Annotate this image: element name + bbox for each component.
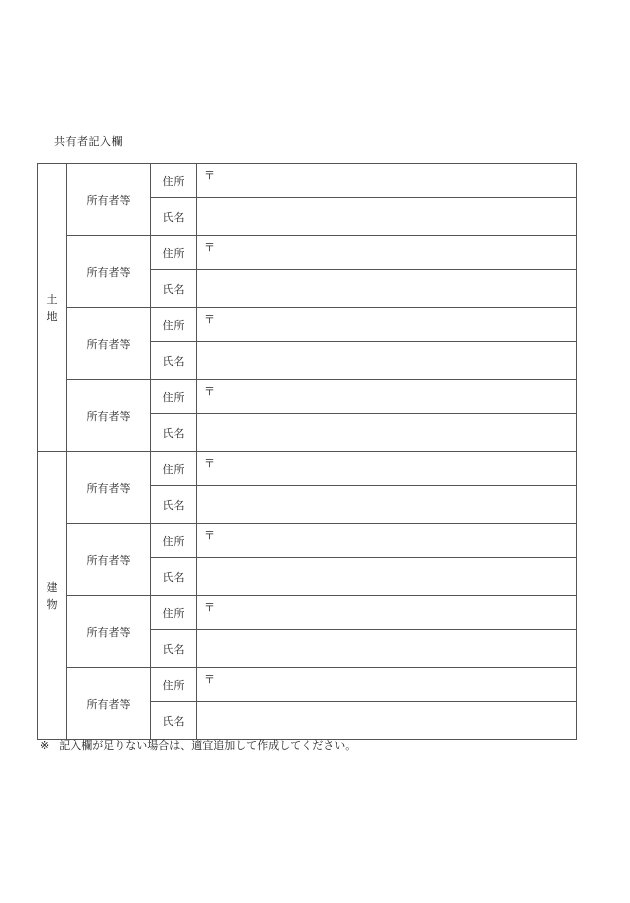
name-label: 氏名 <box>151 270 197 308</box>
address-label: 住所 <box>151 308 197 342</box>
address-row <box>38 452 577 486</box>
address-field[interactable]: 〒 <box>197 452 577 486</box>
address-label: 住所 <box>151 380 197 414</box>
owner-label: 所有者等 <box>67 524 151 596</box>
owner-label: 所有者等 <box>67 308 151 380</box>
address-row <box>38 596 577 630</box>
address-field[interactable]: 〒 <box>197 380 577 414</box>
owner-label: 所有者等 <box>67 380 151 452</box>
owner-label: 所有者等 <box>67 668 151 740</box>
address-row <box>38 380 577 414</box>
name-label: 氏名 <box>151 486 197 524</box>
address-row <box>38 164 577 198</box>
owner-label: 所有者等 <box>67 452 151 524</box>
category-char: 土 <box>46 292 58 306</box>
address-label: 住所 <box>151 452 197 486</box>
name-field[interactable] <box>197 414 577 452</box>
address-label: 住所 <box>151 236 197 270</box>
name-field[interactable] <box>197 198 577 236</box>
address-row <box>38 524 577 558</box>
address-row <box>38 236 577 270</box>
co-owner-table <box>37 163 577 740</box>
address-field[interactable]: 〒 <box>197 668 577 702</box>
address-row <box>38 668 577 702</box>
name-label: 氏名 <box>151 198 197 236</box>
page-title: 共有者記入欄 <box>54 135 123 148</box>
category-building <box>38 452 67 740</box>
address-label: 住所 <box>151 596 197 630</box>
owner-label: 所有者等 <box>67 236 151 308</box>
name-field[interactable] <box>197 270 577 308</box>
address-field[interactable]: 〒 <box>197 308 577 342</box>
name-label: 氏名 <box>151 342 197 380</box>
address-field[interactable]: 〒 <box>197 524 577 558</box>
name-label: 氏名 <box>151 630 197 668</box>
name-field[interactable] <box>197 702 577 740</box>
address-label: 住所 <box>151 164 197 198</box>
name-label: 氏名 <box>151 702 197 740</box>
note-mark: ※ <box>40 739 50 752</box>
address-field[interactable]: 〒 <box>197 164 577 198</box>
name-label: 氏名 <box>151 414 197 452</box>
address-field[interactable]: 〒 <box>197 236 577 270</box>
name-label: 氏名 <box>151 558 197 596</box>
address-field[interactable]: 〒 <box>197 596 577 630</box>
category-char: 建 <box>46 580 58 594</box>
category-char: 物 <box>46 597 58 611</box>
name-field[interactable] <box>197 630 577 668</box>
owner-label: 所有者等 <box>67 164 151 236</box>
owner-label: 所有者等 <box>67 596 151 668</box>
address-label: 住所 <box>151 668 197 702</box>
name-field[interactable] <box>197 342 577 380</box>
address-row <box>38 308 577 342</box>
footnote <box>40 737 356 753</box>
address-label: 住所 <box>151 524 197 558</box>
category-char: 地 <box>46 309 58 323</box>
name-field[interactable] <box>197 558 577 596</box>
category-land <box>38 164 67 452</box>
name-field[interactable] <box>197 486 577 524</box>
note-text: 記入欄が足りない場合は、適宜追加して作成してください。 <box>59 739 357 752</box>
